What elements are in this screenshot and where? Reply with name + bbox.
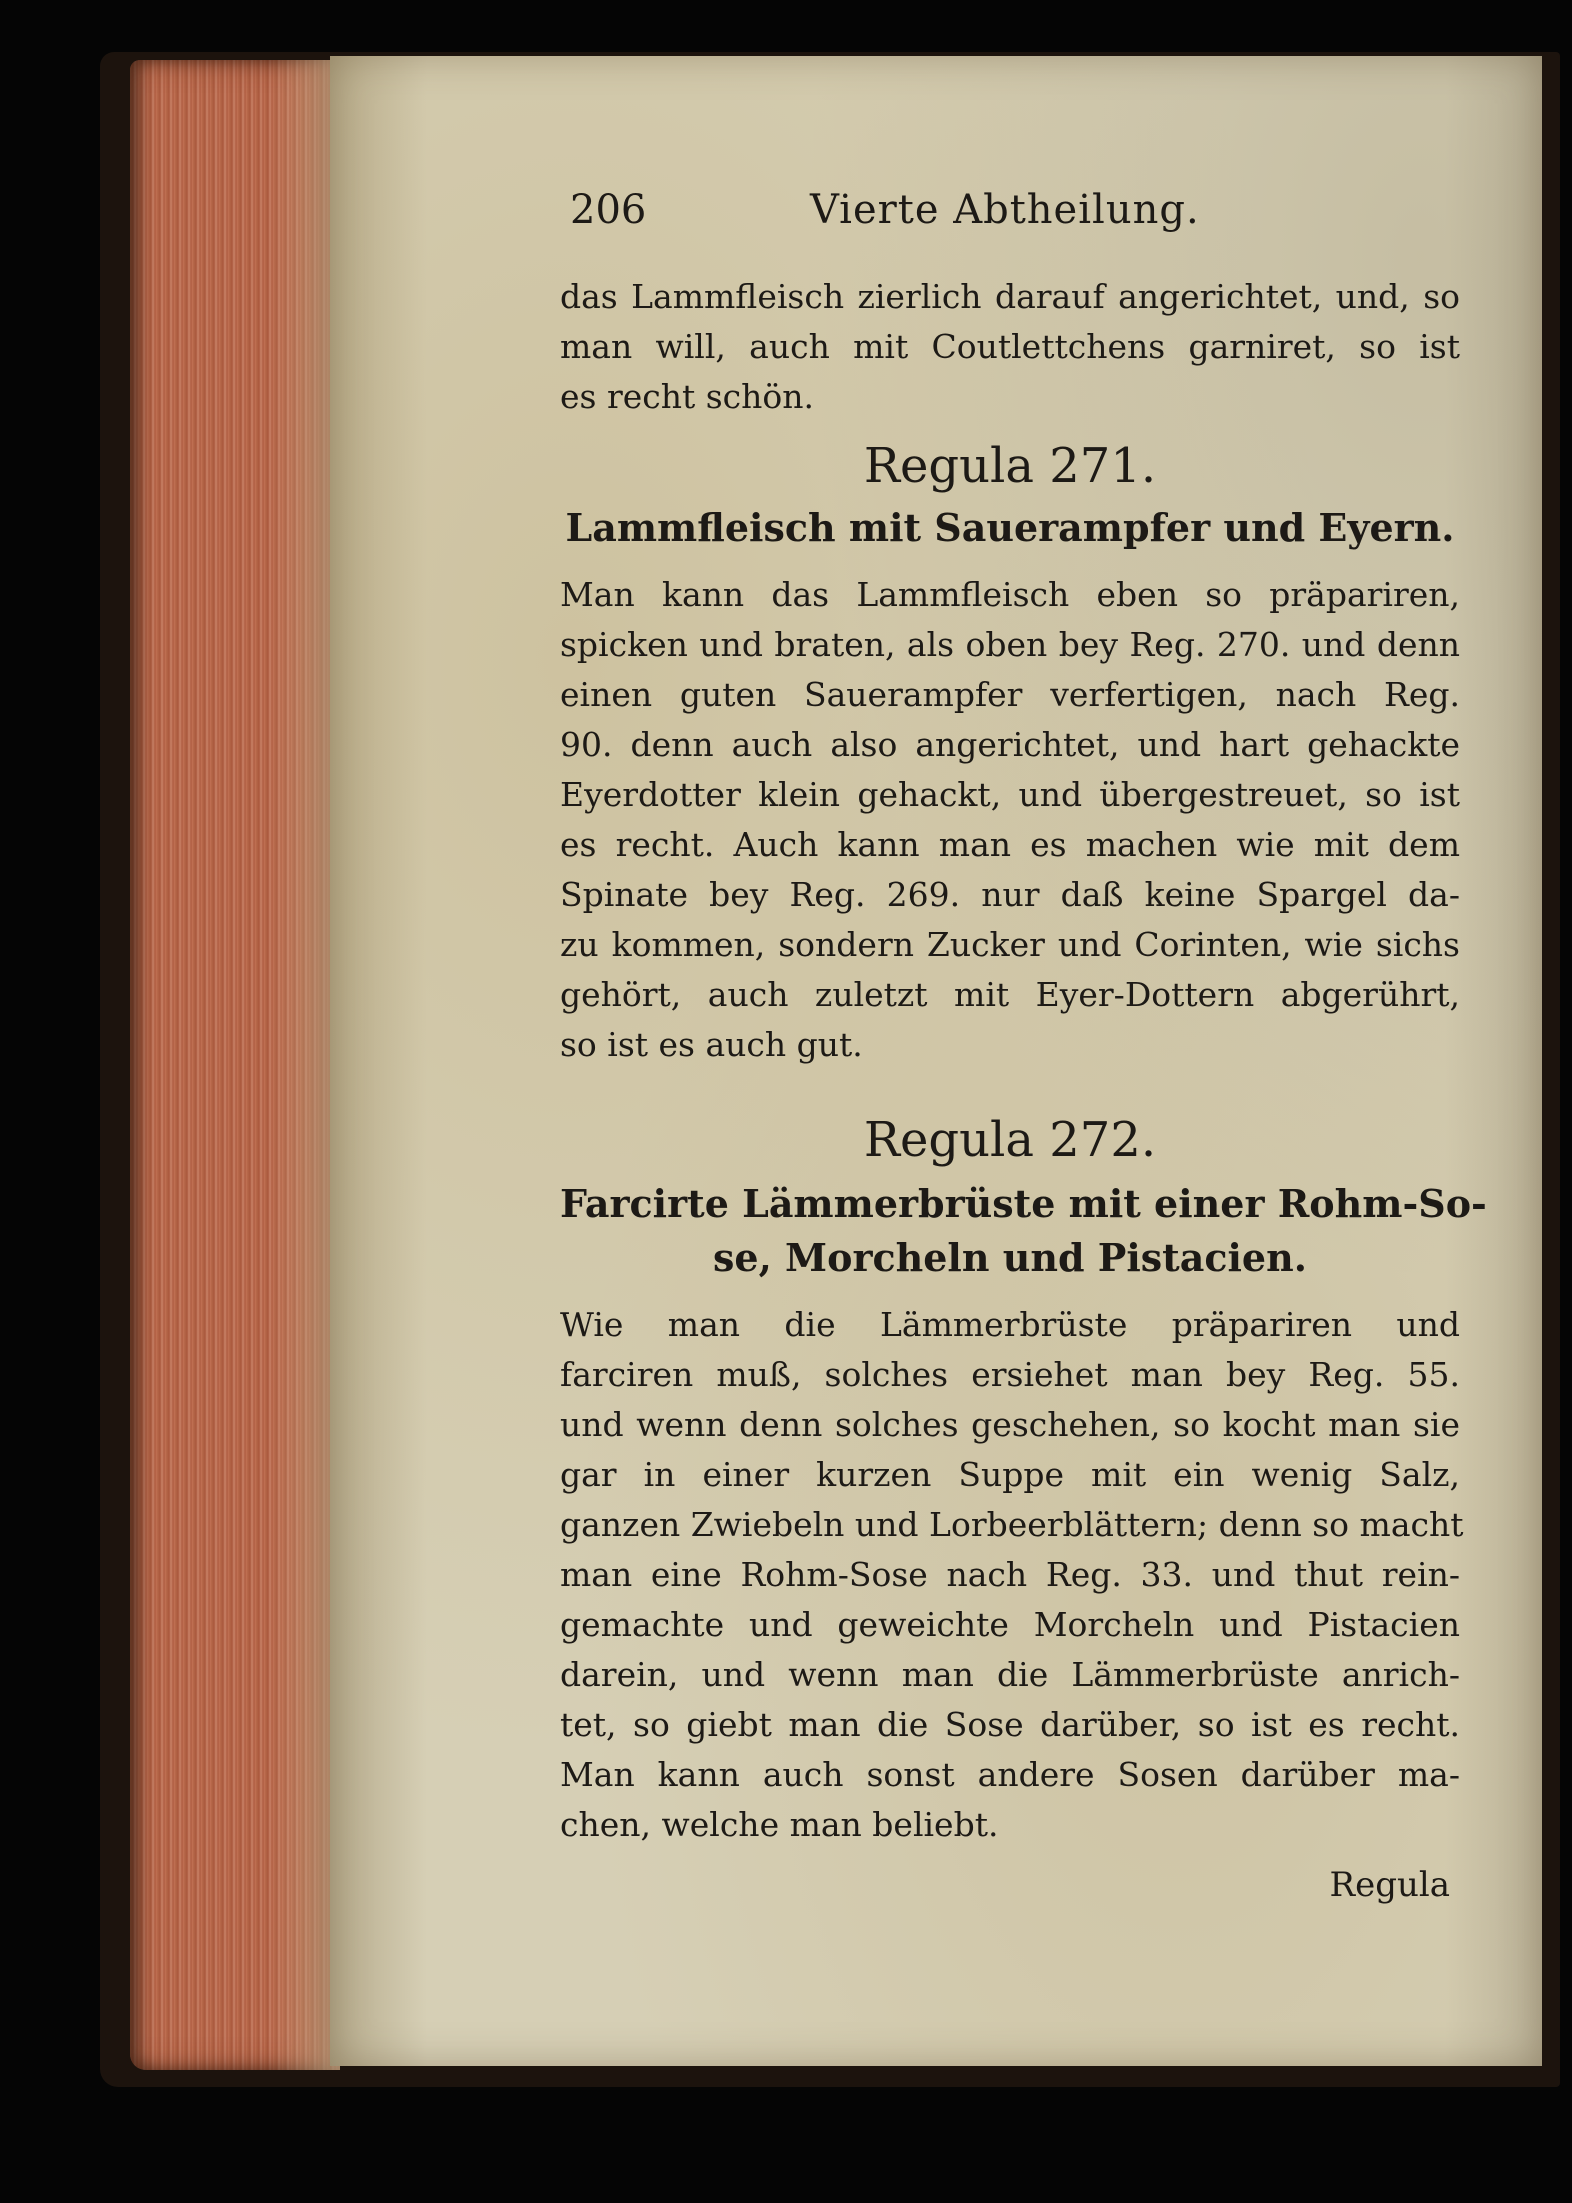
body-line: Spinate bey Reg. 269. nur daß keine Spargel da- [560, 875, 1460, 914]
body-line: Eyerdotter klein gehackt, und übergestreuet, so ist [560, 775, 1460, 814]
body-line: Man kann auch sonst andere Sosen darüber ma- [560, 1755, 1460, 1794]
page-number: 206 [570, 187, 647, 233]
body-line: tet, so giebt man die Sose darüber, so ist es recht. [560, 1705, 1460, 1744]
body-line: man will, auch mit Coutlettchens garniret, so ist [560, 327, 1460, 366]
running-title: Vierte Abtheilung. [810, 187, 1200, 233]
body-line: es recht. Auch kann man es machen wie mit dem [560, 825, 1460, 864]
body-line: das Lammfleisch zierlich darauf angerichtet, und, so [560, 277, 1460, 316]
body-line: man eine Rohm-Sose nach Reg. 33. und thut rein- [560, 1555, 1460, 1594]
regula-272-title-line2: se, Morcheln und Pistacien. [713, 1235, 1307, 1280]
regula-272-title-line1: Farcirte Lämmerbrüste mit einer Rohm-So- [560, 1181, 1487, 1226]
regula-271-heading: Regula 271. [863, 438, 1157, 494]
body-line: so ist es auch gut. [560, 1025, 863, 1064]
body-line: zu kommen, sondern Zucker und Corinten, wie sichs [560, 925, 1460, 964]
regula-272-heading: Regula 272. [863, 1112, 1157, 1168]
body-line: chen, welche man beliebt. [560, 1805, 999, 1844]
body-line: einen guten Sauerampfer verfertigen, nach Reg. [560, 675, 1460, 714]
body-line: Wie man die Lämmerbrüste präpariren und [560, 1305, 1460, 1344]
page-edges [130, 60, 340, 2070]
body-line: es recht schön. [560, 377, 815, 416]
body-line: darein, und wenn man die Lämmerbrüste anrich- [560, 1655, 1460, 1694]
body-line: spicken und braten, als oben bey Reg. 270. und denn [560, 625, 1460, 664]
running-head [560, 180, 1460, 240]
body-line: gehört, auch zuletzt mit Eyer-Dottern abgerührt, [560, 975, 1460, 1014]
body-line: gar in einer kurzen Suppe mit ein wenig Salz, [560, 1455, 1460, 1494]
catchword: Regula [1329, 1865, 1450, 1905]
body-line: farciren muß, solches ersiehet man bey Reg. 55. [560, 1355, 1460, 1394]
regula-271-title: Lammfleisch mit Sauerampfer und Eyern. [565, 505, 1455, 550]
body-line: Man kann das Lammfleisch eben so präpariren, [560, 575, 1460, 614]
body-line: und wenn denn solches geschehen, so kocht man sie [560, 1405, 1460, 1444]
body-line: gemachte und geweichte Morcheln und Pistacien [560, 1605, 1460, 1644]
body-line: ganzen Zwiebeln und Lorbeerblättern; denn so macht [560, 1505, 1464, 1544]
body-line: 90. denn auch also angerichtet, und hart gehackte [560, 725, 1460, 764]
